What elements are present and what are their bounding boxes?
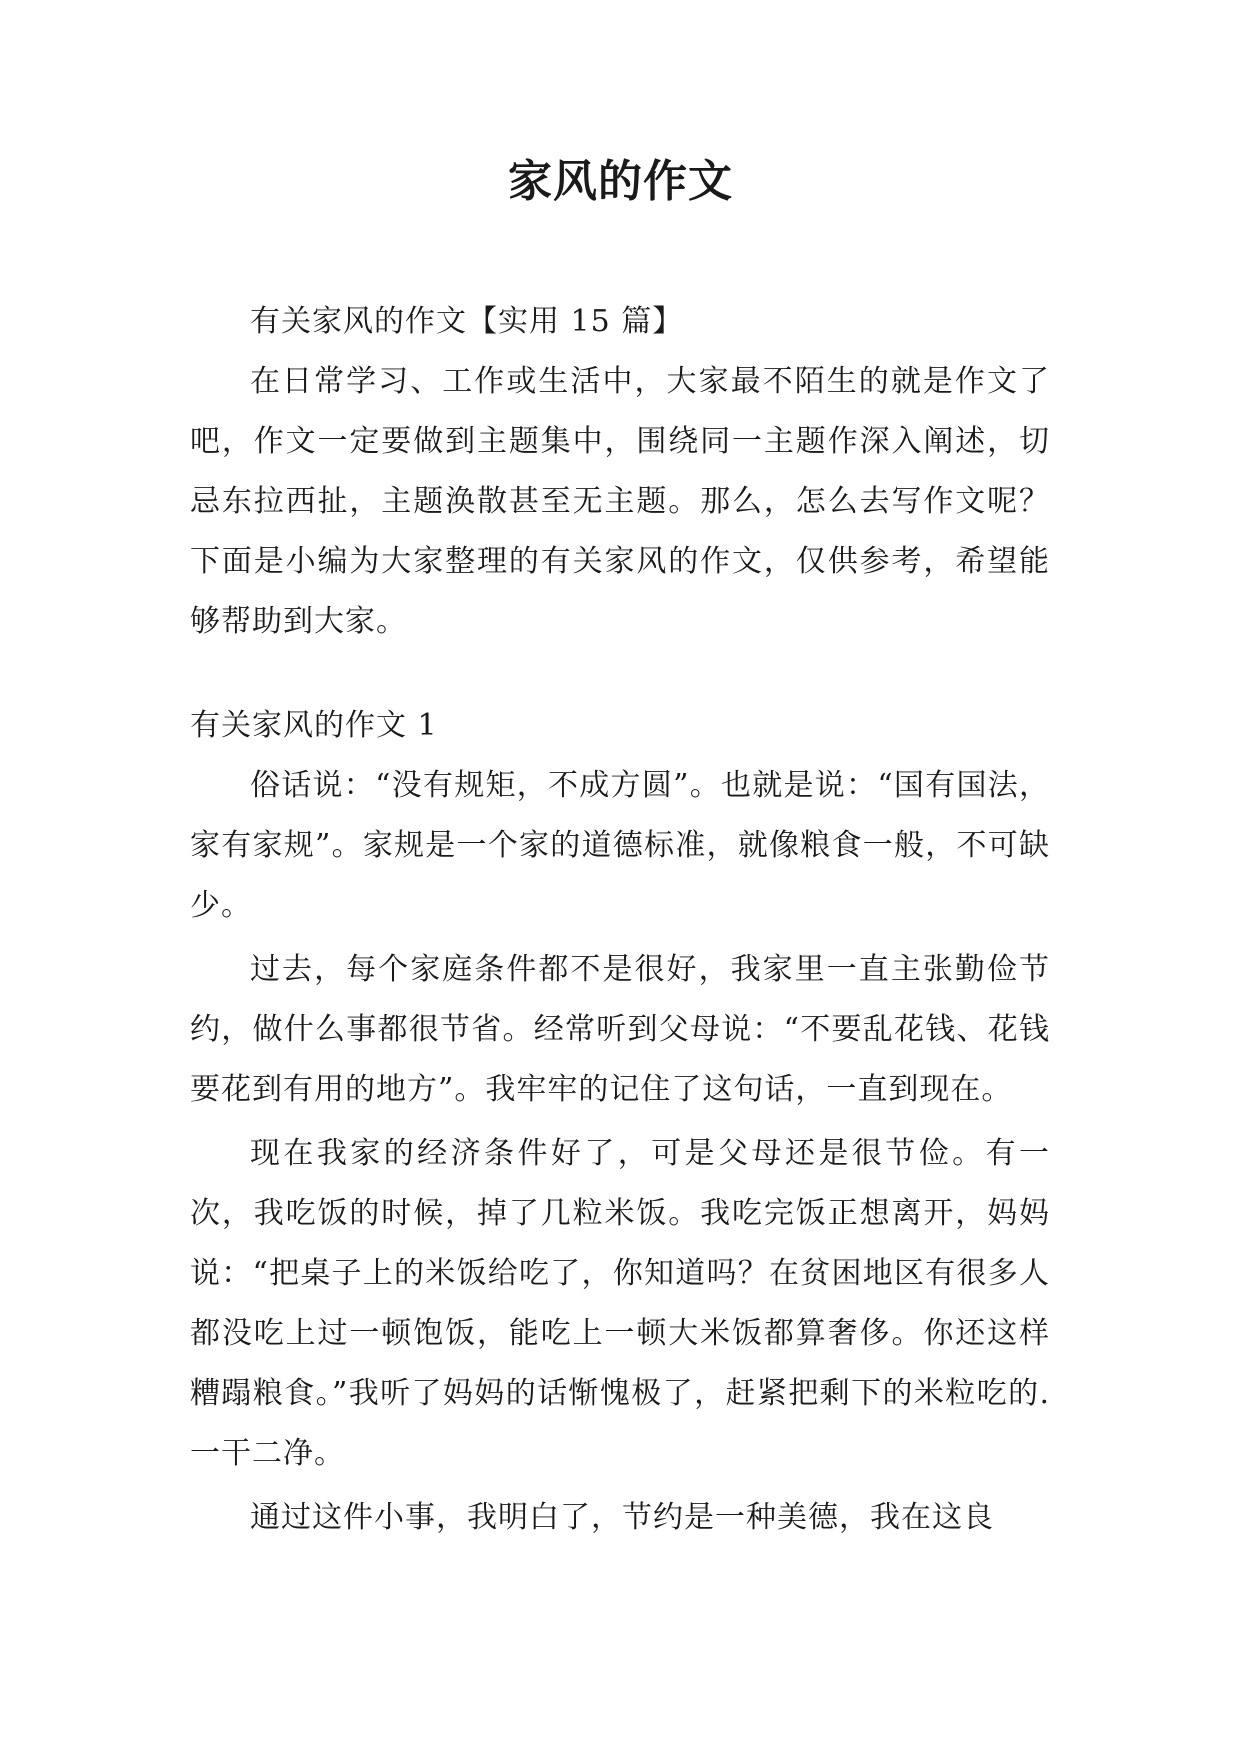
document-subtitle: 有关家风的作文【实用 15 篇】 — [250, 304, 684, 339]
section-paragraph-4: 通过这件小事，我明白了，节约是一种美德，我在这良 — [250, 1500, 994, 1535]
section-paragraph-2: 过去，每个家庭条件都不是很好，我家里一直主张勤俭节约，做什么事都很节省。经常听到父母说：“不要乱花钱、花钱要花到有用的地方”。我牢牢的记住了这句话，一直到现在。 — [190, 952, 1050, 1107]
section-paragraph-1: 俗话说：“没有规矩，不成方圆”。也就是说：“国有国法，家有家规”。家规是一个家的道德标准，就像粮食一般，不可缺少。 — [190, 768, 1050, 923]
section-paragraph-3: 现在我家的经济条件好了，可是父母还是很节俭。有一次，我吃饭的时候，掉了几粒米饭。我吃完饭正想离开，妈妈说：“把桌子上的米饭给吃了，你知道吗？在贫困地区有很多人都没吃上过一顿饱饭，能吃上一顿大米饭都算奢侈。你还这样糟蹋粮食。”我听了妈妈的话惭愧极了，赶紧把剩下的米粒吃的.一干二净。 — [190, 1136, 1050, 1471]
intro-paragraph: 在日常学习、工作或生活中，大家最不陌生的就是作文了吧，作文一定要做到主题集中，围绕同一主题作深入阐述，切忌东拉西扯，主题涣散甚至无主题。那么，怎么去写作文呢？下面是小编为大家整理的有关家风的作文，仅供参考，希望能够帮助到大家。 — [190, 364, 1050, 639]
document-body — [190, 292, 1050, 1548]
section-heading: 有关家风的作文 1 — [190, 708, 438, 743]
document-title: 家风的作文 — [508, 156, 733, 207]
essay-section-1 — [190, 696, 1050, 1548]
